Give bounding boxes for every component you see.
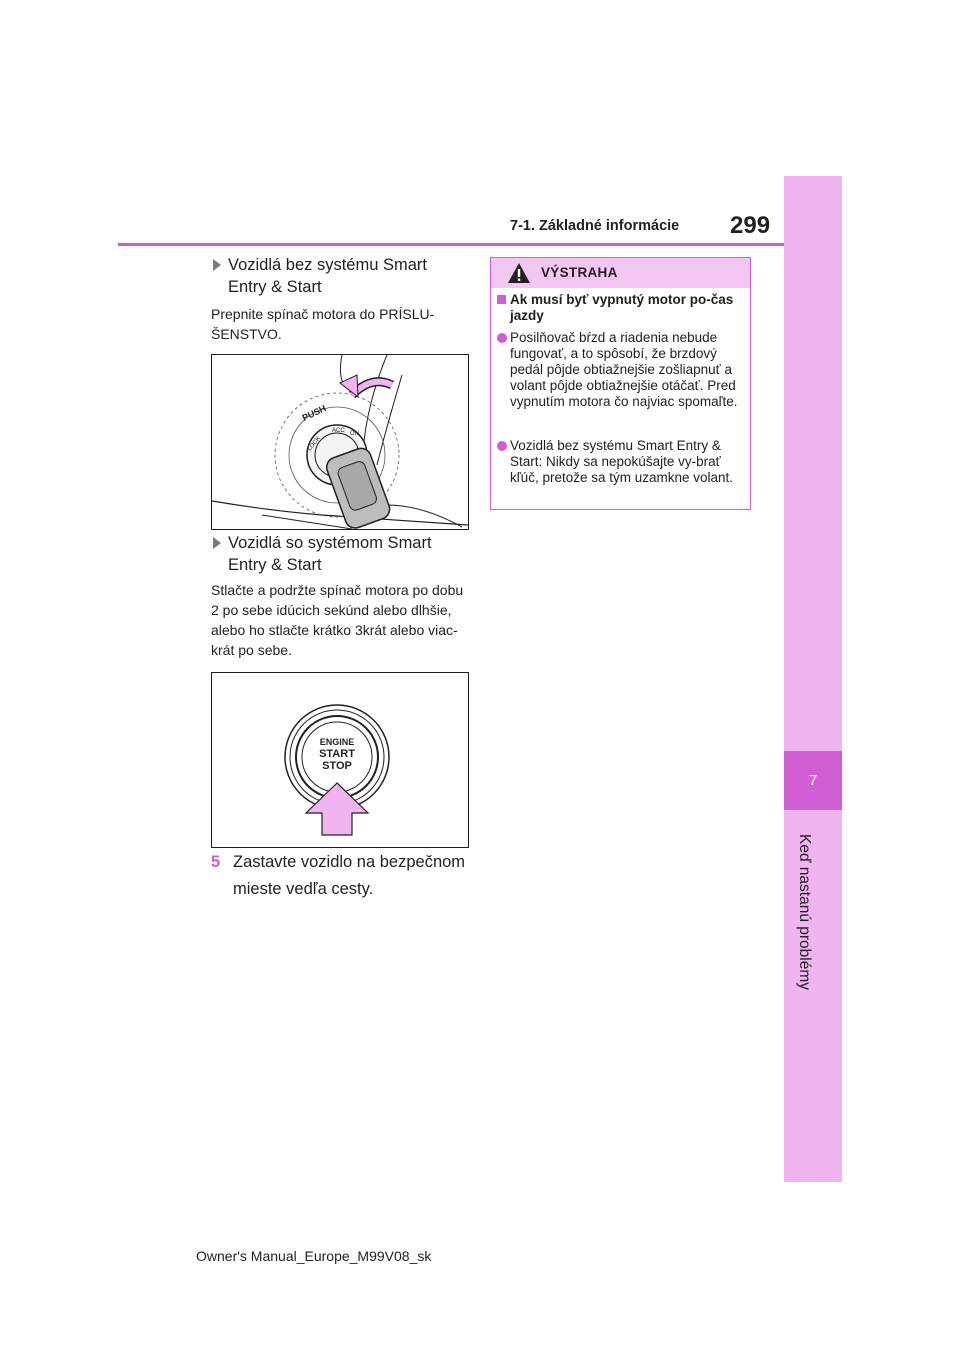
instruction-acc: Prepnite spínač motora do PRÍSLU-ŠENSTVO. (211, 306, 435, 342)
step-5 (211, 849, 467, 903)
ignition-key-illustration (211, 354, 469, 530)
instruction-push-button: Stlačte a podržte spínač motora po dobu 2 po sebe idúcich sekúnd alebo dlhšie, alebo ho stlačte krátko 3krát alebo viac-krát po sebe. (211, 582, 464, 658)
ignition-key-svg (212, 355, 468, 529)
push-label: PUSH (300, 403, 328, 423)
page-number: 299 (730, 212, 771, 239)
bullet-heading-smart-entry: Vozidlá so systémom Smart Entry & Start (213, 532, 468, 576)
step-number: 5 (211, 853, 221, 871)
step-text: Zastavte vozidlo na bezpečnom mieste vedľa cesty. (233, 853, 466, 898)
start-label: START (319, 748, 355, 760)
engine-label: ENGINE (319, 737, 355, 747)
engine-button-svg (212, 673, 468, 847)
lock-label: LOCK (306, 435, 323, 453)
warning-title: VÝSTRAHA (541, 265, 618, 280)
chapter-side-tab (784, 176, 842, 1182)
warning-subheading: Ak musí byť vypnutý motor po-čas jazdy (497, 292, 742, 324)
section-title: 7-1. Základné informácie (510, 218, 680, 234)
warning-item: Vozidlá bez systému Smart Entry & Start: Nikdy sa nepokúšajte vy-brať kľúč, pretože sa tým uzamkne volant. (497, 438, 742, 486)
header-rule (118, 243, 784, 246)
circle-bullet-icon (497, 441, 507, 451)
warning-triangle-icon (507, 262, 531, 284)
warning-header (491, 258, 750, 288)
acc-label: ACC (332, 428, 345, 434)
circle-bullet-icon (497, 333, 507, 343)
warning-box (490, 257, 751, 510)
square-bullet-icon (497, 295, 506, 304)
warning-item: Posilňovač bŕzd a riadenia nebude fungovať, a to spôsobí, že brzdový pedál pôjde obtiažnejšie zošliapnuť a volant pôjde obtiažnejšie otáčať. Pred vypnutím motora čo najviac spomaľte. (497, 330, 742, 410)
chapter-number: 7 (784, 751, 842, 810)
triangle-bullet-icon (213, 537, 221, 549)
engine-start-stop-illustration (211, 672, 469, 848)
stop-label: STOP (322, 760, 352, 772)
footer-text: Owner's Manual_Europe_M99V08_sk (196, 1248, 432, 1264)
chapter-title: Keď nastanú problémy (796, 834, 813, 991)
bullet-heading-no-smart-entry: Vozidlá bez systému Smart Entry & Start (213, 254, 468, 298)
triangle-bullet-icon (213, 259, 221, 271)
on-label: ON (350, 431, 359, 437)
